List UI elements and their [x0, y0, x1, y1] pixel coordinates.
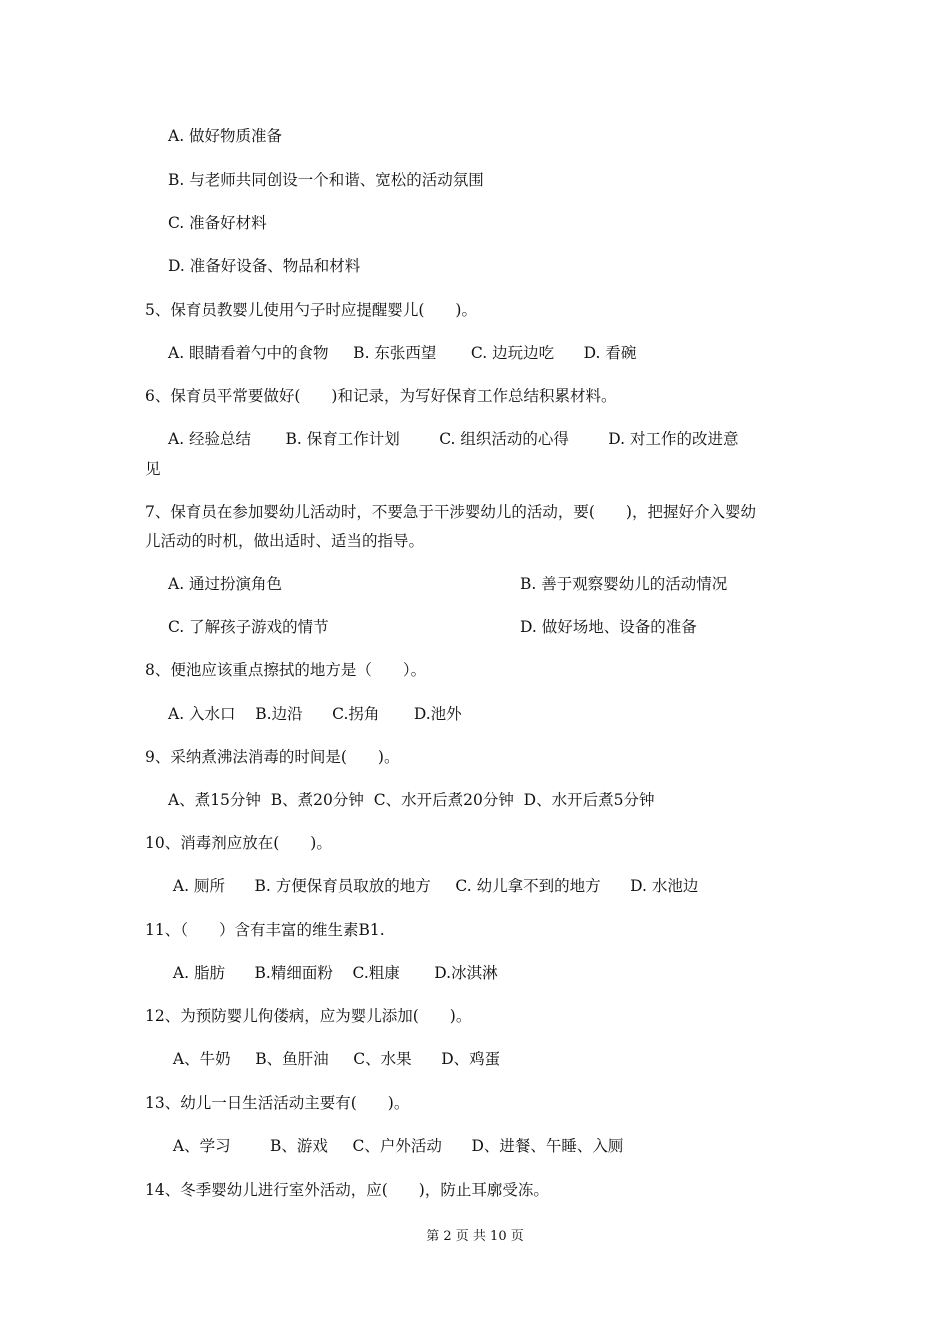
option-4b: B. 与老师共同创设一个和谐、宽松的活动氛围	[168, 171, 484, 189]
question-7-line1: 7、保育员在参加婴幼儿活动时，不要急于干涉婴幼儿的活动，要( )，把握好介入婴幼	[145, 503, 756, 521]
option-7b: B. 善于观察婴幼儿的活动情况	[520, 575, 728, 593]
question-8: 8、便池应该重点擦拭的地方是（ ）。	[145, 661, 427, 679]
options-8: A. 入水口 B.边沿 C.拐角 D.池外	[168, 705, 462, 723]
question-9: 9、采纳煮沸法消毒的时间是( )。	[145, 748, 400, 766]
options-10: A. 厕所 B. 方便保育员取放的地方 C. 幼儿拿不到的地方 D. 水池边	[168, 877, 699, 895]
option-4c: C. 准备好材料	[168, 214, 267, 232]
option-4a: A. 做好物质准备	[168, 127, 283, 145]
options-6: A. 经验总结 B. 保育工作计划 C. 组织活动的心得 D. 对工作的改进意	[168, 430, 739, 448]
question-11: 11、（ ）含有丰富的维生素B1.	[145, 921, 385, 939]
option-4d: D. 准备好设备、物品和材料	[168, 257, 361, 275]
option-7d: D. 做好场地、设备的准备	[520, 618, 697, 636]
page-number-footer: 第 2 页 共 10 页	[426, 1229, 524, 1244]
question-14: 14、冬季婴幼儿进行室外活动，应( )，防止耳廓受冻。	[145, 1181, 549, 1199]
options-5: A. 眼睛看着勺中的食物 B. 东张西望 C. 边玩边吃 D. 看碗	[168, 344, 637, 362]
options-6-wrap: 见	[145, 460, 161, 478]
options-11: A. 脂肪 B.精细面粉 C.粗康 D.冰淇淋	[168, 964, 498, 982]
question-7-line2: 儿活动的时机，做出适时、适当的指导。	[145, 532, 425, 550]
question-6: 6、保育员平常要做好( )和记录，为写好保育工作总结积累材料。	[145, 387, 617, 405]
question-13: 13、幼儿一日生活活动主要有( )。	[145, 1094, 410, 1112]
options-9: A、煮15分钟 B、煮20分钟 C、水开后煮20分钟 D、水开后煮5分钟	[168, 791, 655, 809]
options-13: A、学习 B、游戏 C、户外活动 D、进餐、午睡、入厕	[168, 1137, 624, 1155]
question-5: 5、保育员教婴儿使用勺子时应提醒婴儿( )。	[145, 301, 477, 319]
option-7c: C. 了解孩子游戏的情节	[168, 618, 329, 636]
options-12: A、牛奶 B、鱼肝油 C、水果 D、鸡蛋	[168, 1050, 501, 1068]
option-7a: A. 通过扮演角色	[168, 575, 283, 593]
question-10: 10、消毒剂应放在( )。	[145, 834, 332, 852]
question-12: 12、为预防婴儿佝偻病，应为婴儿添加( )。	[145, 1007, 472, 1025]
